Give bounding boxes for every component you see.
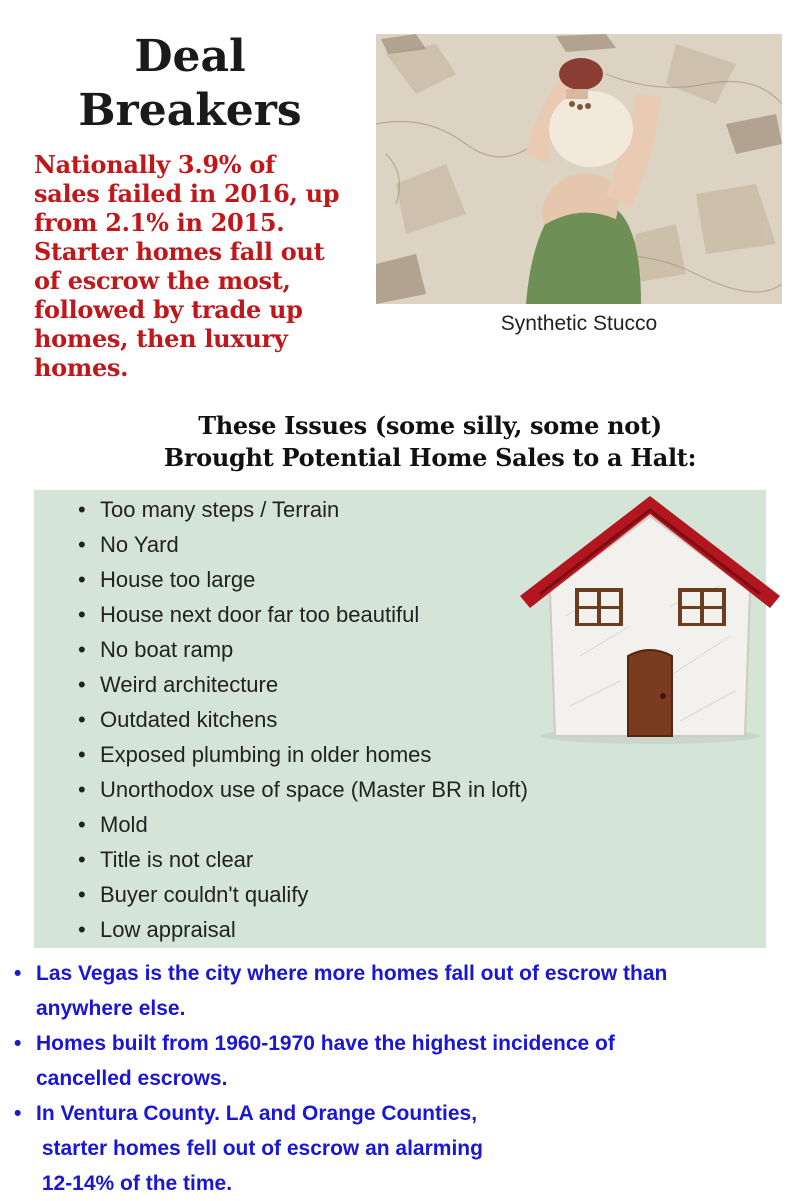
intro-statistic [34,150,379,382]
fact-line: cancelled escrows. [36,1067,228,1090]
title-line-1: Deal [134,31,246,82]
issue-item: • Weird architecture [78,667,528,702]
facts-list [14,956,794,1201]
intro-line: sales failed in 2016, up [34,179,340,208]
fact-line: • Homes built from 1960-1970 have the highest incidence of [36,1032,615,1055]
issue-item: • Too many steps / Terrain [78,492,528,527]
issues-heading-line-1: These Issues (some silly, some not) [198,411,662,440]
title-line-2: Breakers [78,85,302,136]
issue-item: • Unorthodox use of space (Master BR in loft) [78,772,528,807]
intro-line: Starter homes fall out [34,237,325,266]
issue-item: • Title is not clear [78,842,528,877]
issue-item: • House too large [78,562,528,597]
intro-line: homes, then luxury [34,324,288,353]
issues-list [78,492,528,947]
fact-item [14,1096,794,1201]
fact-line: 12-14% of the time. [36,1172,233,1195]
house-icon [520,496,780,746]
intro-line: from 2.1% in 2015. [34,208,285,237]
issue-item: • Low appraisal [78,912,528,947]
intro-line: homes. [34,353,129,382]
fact-line: anywhere else. [36,997,186,1020]
page-title [60,30,320,138]
intro-line: of escrow the most, [34,266,291,295]
issue-item: • House next door far too beautiful [78,597,528,632]
fact-item [14,1026,794,1096]
intro-line: followed by trade up [34,295,303,324]
intro-line: Nationally 3.9% of [34,150,276,179]
issue-item: • No boat ramp [78,632,528,667]
issue-item: • Buyer couldn't qualify [78,877,528,912]
issue-item: • Outdated kitchens [78,702,528,737]
photo-caption: Synthetic Stucco [500,312,658,335]
fact-line: • In Ventura County. LA and Orange Counties, [36,1102,478,1125]
issue-item: • Exposed plumbing in older homes [78,737,528,772]
issues-heading [120,410,740,474]
fact-item [14,956,794,1026]
stucco-photo [376,34,782,304]
fact-line: starter homes fell out of escrow an alarming [36,1137,483,1160]
issues-panel [34,490,766,948]
issue-item: • Mold [78,807,528,842]
issues-heading-line-2: Brought Potential Home Sales to a Halt: [163,443,697,472]
issue-item: • No Yard [78,527,528,562]
fact-line: • Las Vegas is the city where more homes fall out of escrow than [36,962,668,985]
